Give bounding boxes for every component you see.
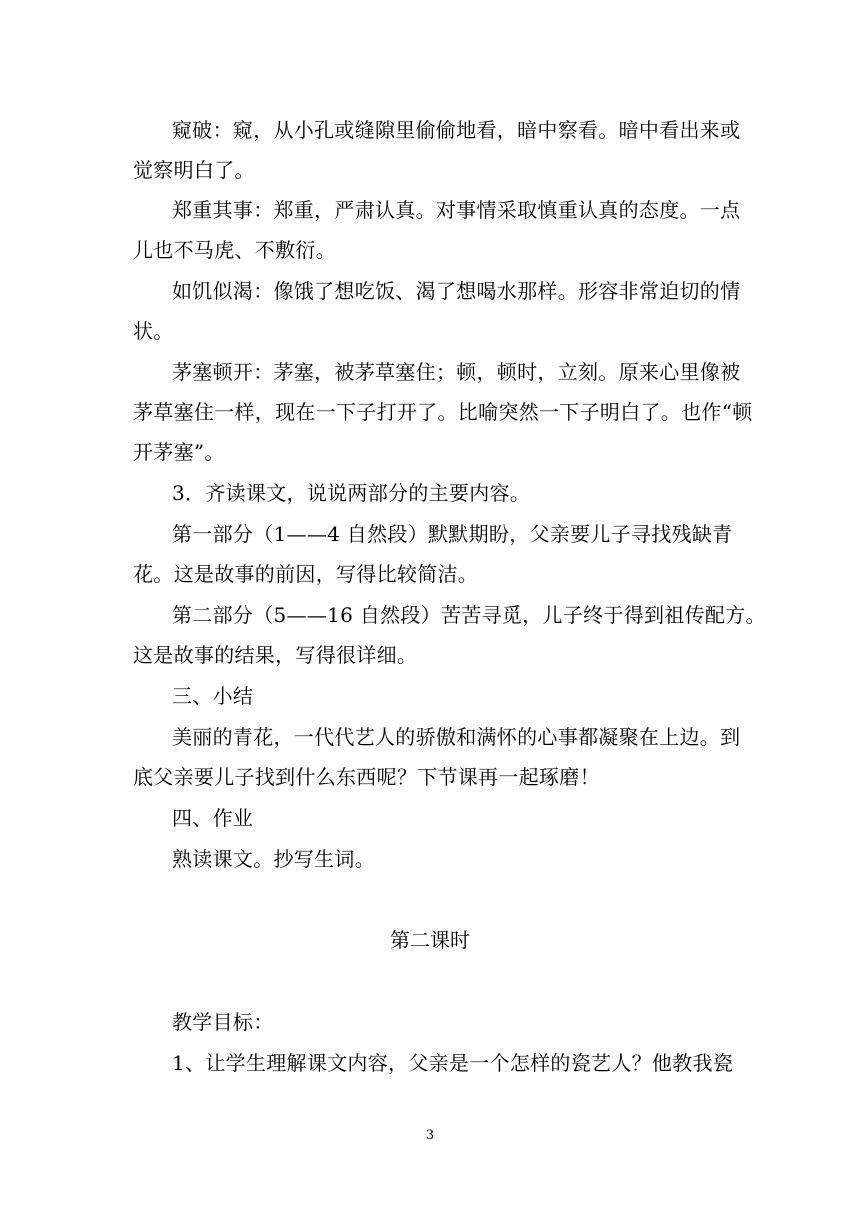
- paragraph-line: 茅草塞住一样，现在一下子打开了。比喻突然一下子明白了。也作“顿: [133, 400, 753, 424]
- paragraph-line: 茅塞顿开：茅塞，被茅草塞住；顿，顿时，立刻。原来心里像被: [172, 360, 741, 384]
- paragraph-line: 状。: [133, 319, 174, 343]
- paragraph-line: 熟读课文。抄写生词。: [172, 847, 375, 871]
- page-number: 3: [425, 1128, 435, 1143]
- paragraph-line: 3．齐读课文，说说两部分的主要内容。: [172, 481, 531, 505]
- objective-item: 1、让学生理解课文内容，父亲是一个怎样的瓷艺人？他教我瓷: [172, 1051, 734, 1075]
- paragraph-line: 郑重其事：郑重，严肃认真。对事情采取慎重认真的态度。一点: [172, 198, 741, 222]
- section-title: 第二课时: [390, 928, 470, 952]
- paragraph-line: 美丽的青花，一代代艺人的骄傲和满怀的心事都凝聚在上边。到: [172, 725, 741, 749]
- paragraph-line: 开茅塞”。: [133, 440, 225, 464]
- paragraph-line: 觉察明白了。: [133, 158, 255, 182]
- paragraph-line: 这是故事的结果，写得很详细。: [133, 643, 418, 667]
- paragraph-line: 底父亲要儿子找到什么东西呢？下节课再一起琢磨！: [133, 765, 600, 789]
- section-heading: 四、作业: [172, 806, 254, 830]
- paragraph-line: 窥破：窥，从小孔或缝隙里偷偷地看，暗中察看。暗中看出来或: [172, 118, 741, 142]
- paragraph-line: 花。这是故事的前因，写得比较简洁。: [133, 562, 479, 586]
- paragraph-line: 儿也不马虎、不敷衍。: [133, 238, 336, 262]
- paragraph-line: 第一部分（1——4 自然段）默默期盼，父亲要儿子寻找残缺青: [172, 522, 733, 546]
- paragraph-line: 第二部分（5——16 自然段）苦苦寻觅，儿子终于得到祖传配方。: [172, 603, 766, 627]
- section-heading: 三、小结: [172, 684, 254, 708]
- objectives-label: 教学目标：: [172, 1010, 274, 1034]
- paragraph-line: 如饥似渴：像饿了想吃饭、渴了想喝水那样。形容非常迫切的情: [172, 279, 741, 303]
